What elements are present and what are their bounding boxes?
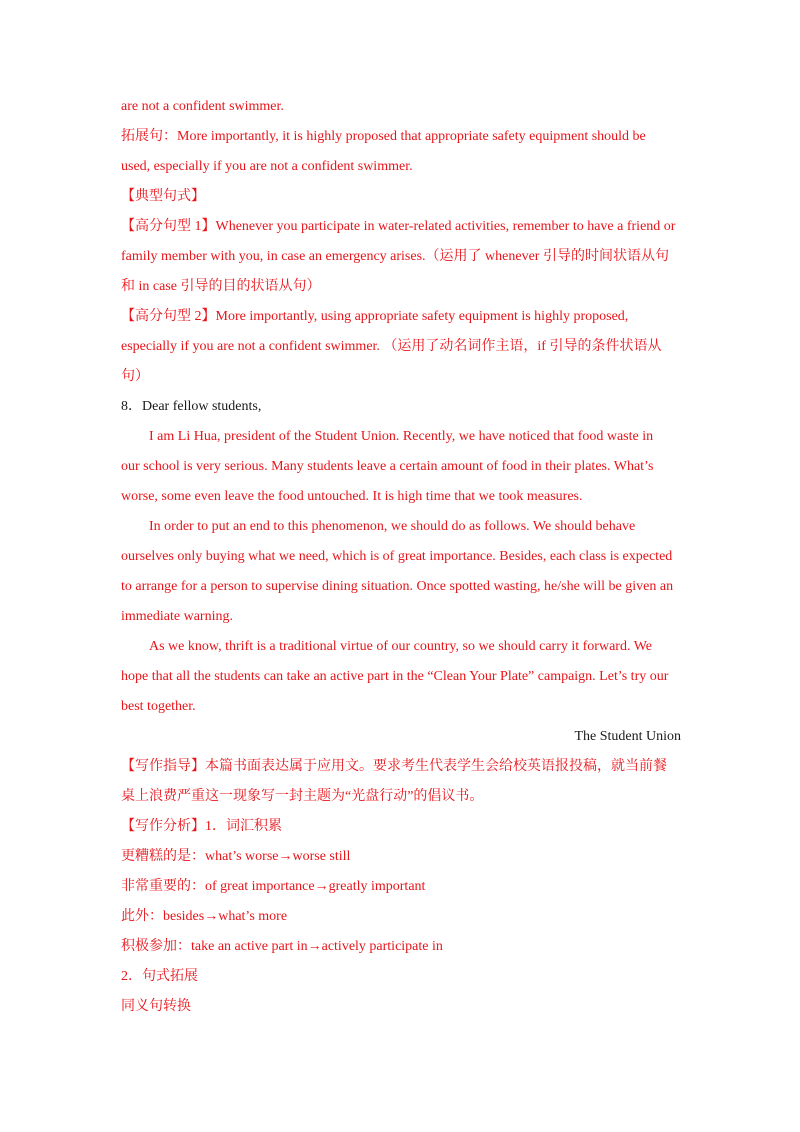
letter-signature: The Student Union [574, 729, 681, 744]
text-line: 【高分句型 2】More importantly, using appropriate safety equipment is highly proposed, [121, 309, 629, 324]
vocab-item: 积极参加：take an active part in→actively participate in [121, 939, 443, 954]
section-heading: 2．句式拓展 [121, 969, 198, 984]
text-line: 【高分句型 1】Whenever you participate in water-related activities, remember to have a friend or [121, 219, 676, 234]
text-line: 桌上浪费严重这一现象写一封主题为“光盘行动”的倡议书。 [121, 789, 484, 804]
letter-paragraph-start: As we know, thrift is a traditional virtue of our country, so we should carry it forward. We [149, 639, 653, 654]
text-line: 句） [121, 369, 149, 384]
page-content [121, 92, 681, 1022]
text-line: 【写作指导】本篇书面表达属于应用文。要求考生代表学生会给校英语报投稿，就当前餐 [121, 759, 667, 774]
letter-line: immediate warning. [121, 609, 233, 624]
letter-line: worse, some even leave the food untouched. It is high time that we took measures. [121, 489, 583, 504]
letter-line: best together. [121, 699, 196, 714]
text-line: used, especially if you are not a confident swimmer. [121, 159, 413, 174]
letter-line: ourselves only buying what we need, which is of great importance. Besides, each class is expected [121, 549, 673, 564]
vocab-item: 非常重要的：of great importance→greatly important [121, 879, 426, 894]
vocab-item: 此外：besides→what’s more [121, 909, 288, 924]
letter-line: our school is very serious. Many students leave a certain amount of food in their plates. What’s [121, 459, 654, 474]
letter-line: hope that all the students can take an active part in the “Clean Your Plate” campaign. Let’s try our [121, 669, 669, 684]
text-line: 同义句转换 [121, 999, 191, 1014]
letter-paragraph-start: In order to put an end to this phenomenon, we should do as follows. We should behave [149, 519, 636, 534]
text-line: 拓展句：More importantly, it is highly proposed that appropriate safety equipment should be [121, 129, 646, 144]
text-line: are not a confident swimmer. [121, 99, 284, 114]
vocab-item: 更糟糕的是：what’s worse→worse still [121, 849, 351, 864]
letter-paragraph-start: I am Li Hua, president of the Student Union. Recently, we have noticed that food waste in [149, 429, 654, 444]
text-line: especially if you are not a confident swimmer. （运用了动名词作主语，if 引导的条件状语从 [121, 339, 662, 354]
section-heading: 【典型句式】 [121, 189, 205, 204]
text-line: 和 in case 引导的目的状语从句） [121, 279, 321, 294]
section-heading: 【写作分析】1．词汇积累 [121, 819, 282, 834]
letter-line: to arrange for a person to supervise dining situation. Once spotted wasting, he/she will be given an [121, 579, 674, 594]
text-line: family member with you, in case an emergency arises.（运用了 whenever 引导的时间状语从句 [121, 249, 669, 264]
question-number-line: 8．Dear fellow students, [121, 399, 262, 414]
